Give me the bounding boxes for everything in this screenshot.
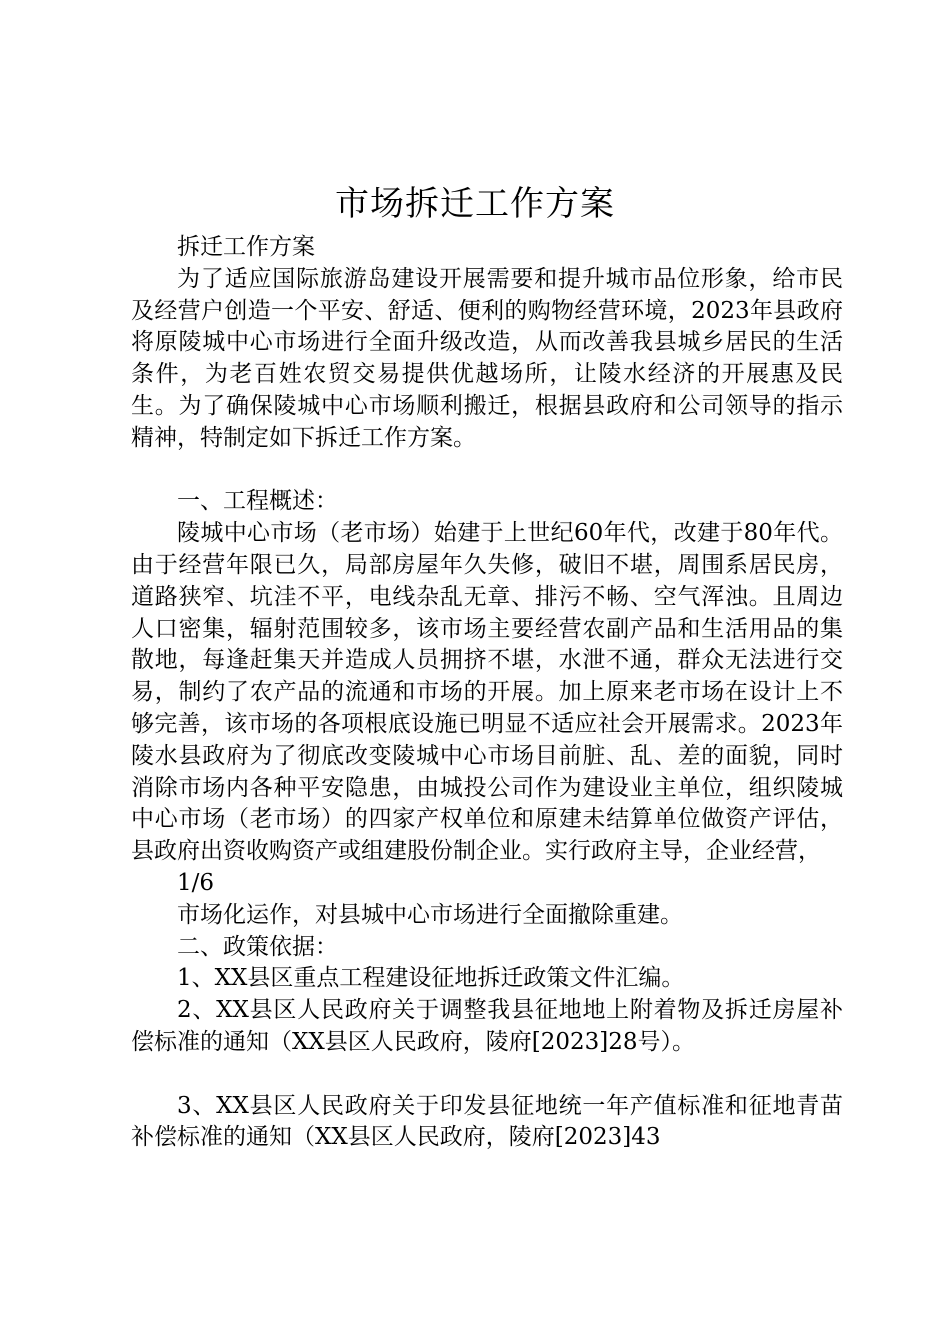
document-body bbox=[131, 232, 843, 1154]
continuation-paragraph: 市场化运作，对县城中心市场进行全面撤除重建。 bbox=[177, 901, 683, 928]
policy-item-2: 2、XX县区人民政府关于调整我县征地地上附着物及拆迁房屋补偿标准的通知（XX县区人民政府，陵府[2023]28号）。 bbox=[131, 997, 843, 1055]
paragraph-spacer bbox=[131, 455, 843, 487]
paragraph-spacer bbox=[131, 1059, 843, 1091]
page-number: 1/6 bbox=[177, 869, 215, 896]
policy-item-3: 3、XX县区人民政府关于印发县征地统一年产值标准和征地青苗补偿标准的通知（XX县区人民政府，陵府[2023]43 bbox=[131, 1092, 843, 1151]
intro-paragraph: 为了适应国际旅游岛建设开展需要和提升城市品位形象，给市民及经营户创造一个平安、舒适、便利的购物经营环境，2023年县政府将原陵城中心市场进行全面升级改造，从而改善我县城乡居民的生活条件，为老百姓农贸交易提供优越场所，让陵水经济的开展惠及民生。为了确保陵城中心市场顺利搬迁，根据县政府和公司领导的指示精神，特制定如下拆迁工作方案。 bbox=[131, 265, 843, 451]
section-heading-overview: 一、工程概述： bbox=[177, 488, 338, 515]
policy-item-1: 1、XX县区重点工程建设征地拆迁政策文件汇编。 bbox=[177, 965, 685, 992]
section-heading-policy: 二、政策依据： bbox=[177, 933, 338, 960]
overview-paragraph: 陵城中心市场（老市场）始建于上世纪60年代，改建于80年代。由于经营年限已久，局部房屋年久失修，破旧不堪，周围系居民房，道路狭窄、坑洼不平，电线杂乱无章、排污不畅、空气浑浊。且周边人口密集，辐射范围较多，该市场主要经营农副产品和生活用品的集散地，每逢赶集天并造成人员拥挤不堪，水泄不通，群众无法进行交易，制约了农产品的流通和市场的开展。加上原来老市场在设计上不够完善，该市场的各项根底设施已明显不适应社会开展需求。2023年陵水县政府为了彻底改变陵城中心市场目前脏、乱、差的面貌，同时消除市场内各种平安隐患，由城投公司作为建设业主单位，组织陵城中心市场（老市场）的四家产权单位和原建未结算单位做资产评估，县政府出资收购资产或组建股份制企业。实行政府主导，企业经营， bbox=[131, 520, 843, 865]
document-title: 市场拆迁工作方案 bbox=[335, 184, 615, 224]
section-heading-plan: 拆迁工作方案 bbox=[177, 234, 315, 260]
